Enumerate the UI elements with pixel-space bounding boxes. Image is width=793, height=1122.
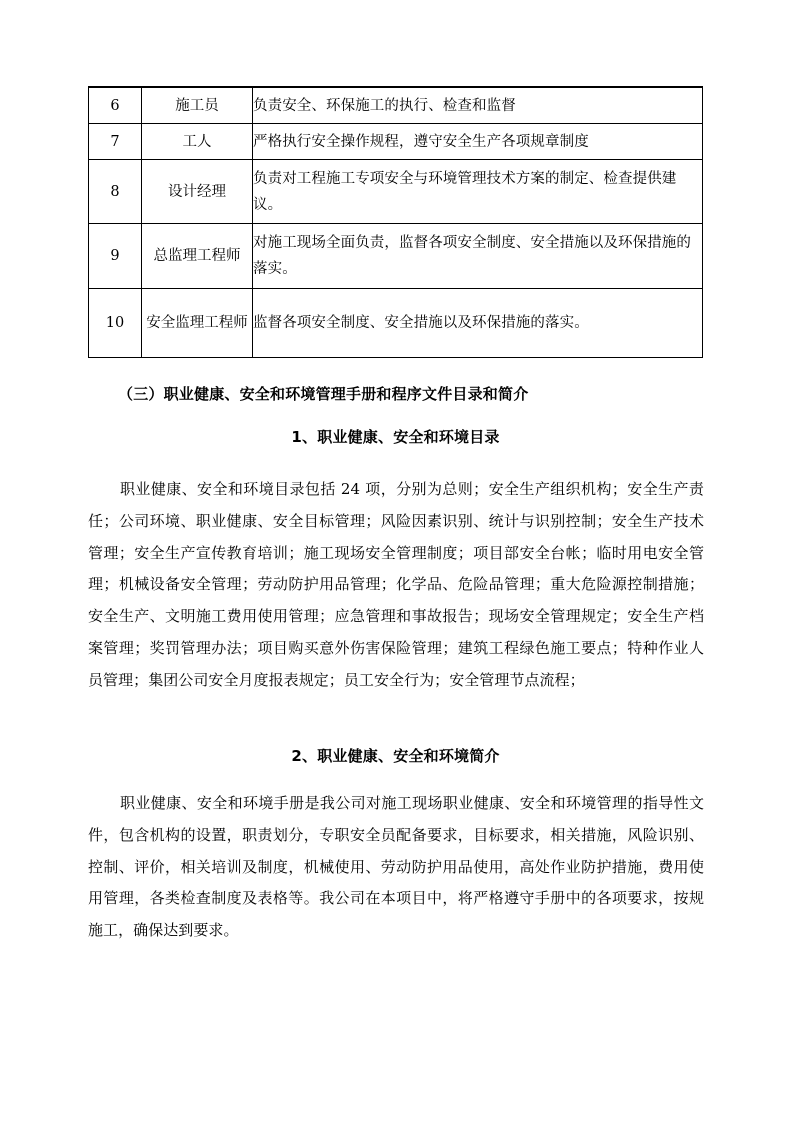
table-row [89,289,703,358]
row-duty-cell: 负责安全、环保施工的执行、检查和监督 [253,87,703,124]
table-row [89,124,703,160]
row-number-cell: 9 [89,224,142,289]
row-number-cell: 7 [89,124,142,160]
table-body [89,87,703,358]
row-number-cell: 6 [89,87,142,124]
row-number-cell: 10 [89,289,142,358]
table-row [89,87,703,124]
row-duty-cell: 监督各项安全制度、安全措施以及环保措施的落实。 [253,289,703,358]
table-row [89,224,703,289]
row-role-cell: 安全监理工程师 [142,289,253,358]
row-duty-cell: 对施工现场全面负责，监督各项安全制度、安全措施以及环保措施的落实。 [253,224,703,289]
section-heading: （三）职业健康、安全和环境管理手册和程序文件目录和简介 [118,385,529,403]
row-number-cell: 8 [89,160,142,224]
responsibility-table [88,86,703,358]
intro-paragraph: 职业健康、安全和环境手册是我公司对施工现场职业健康、安全和环境管理的指导性文件，包含机构的设置，职责划分，专职安全员配备要求，目标要求，相关措施，风险识别、控制、评价，相关培训及制度，机械使用、劳动防护用品使用，高处作业防护措施，费用使用管理，各类检查制度及表格等。我公司在本项目中，将严格遵守手册中的各项要求，按规施工，确保达到要求。 [88,794,704,940]
subsection-heading-intro: 2、职业健康、安全和环境简介 [291,747,500,765]
row-role-cell: 设计经理 [142,160,253,224]
row-role-cell: 施工员 [142,87,253,124]
row-role-cell: 工人 [142,124,253,160]
row-duty-cell: 严格执行安全操作规程，遵守安全生产各项规章制度 [253,124,703,160]
catalog-paragraph: 职业健康、安全和环境目录包括 24 项，分别为总则；安全生产组织机构；安全生产责任；公司环境、职业健康、安全目标管理；风险因素识别、统计与识别控制；安全生产技术管理；安全生产宣传教育培训；施工现场安全管理制度；项目部安全台帐；临时用电安全管理；机械设备安全管理；劳动防护用品管理；化学品、危险品管理；重大危险源控制措施；安全生产、文明施工费用使用管理；应急管理和事故报告；现场安全管理规定；安全生产档案管理；奖罚管理办法；项目购买意外伤害保险管理；建筑工程绿色施工要点；特种作业人员管理；集团公司安全月度报表规定；员工安全行为；安全管理节点流程； [88,480,704,689]
table-row [89,160,703,224]
row-role-cell: 总监理工程师 [142,224,253,289]
subsection-heading-catalog: 1、职业健康、安全和环境目录 [291,428,500,446]
responsibility-table-container [88,86,703,358]
row-duty-cell: 负责对工程施工专项安全与环境管理技术方案的制定、检查提供建议。 [253,160,703,224]
